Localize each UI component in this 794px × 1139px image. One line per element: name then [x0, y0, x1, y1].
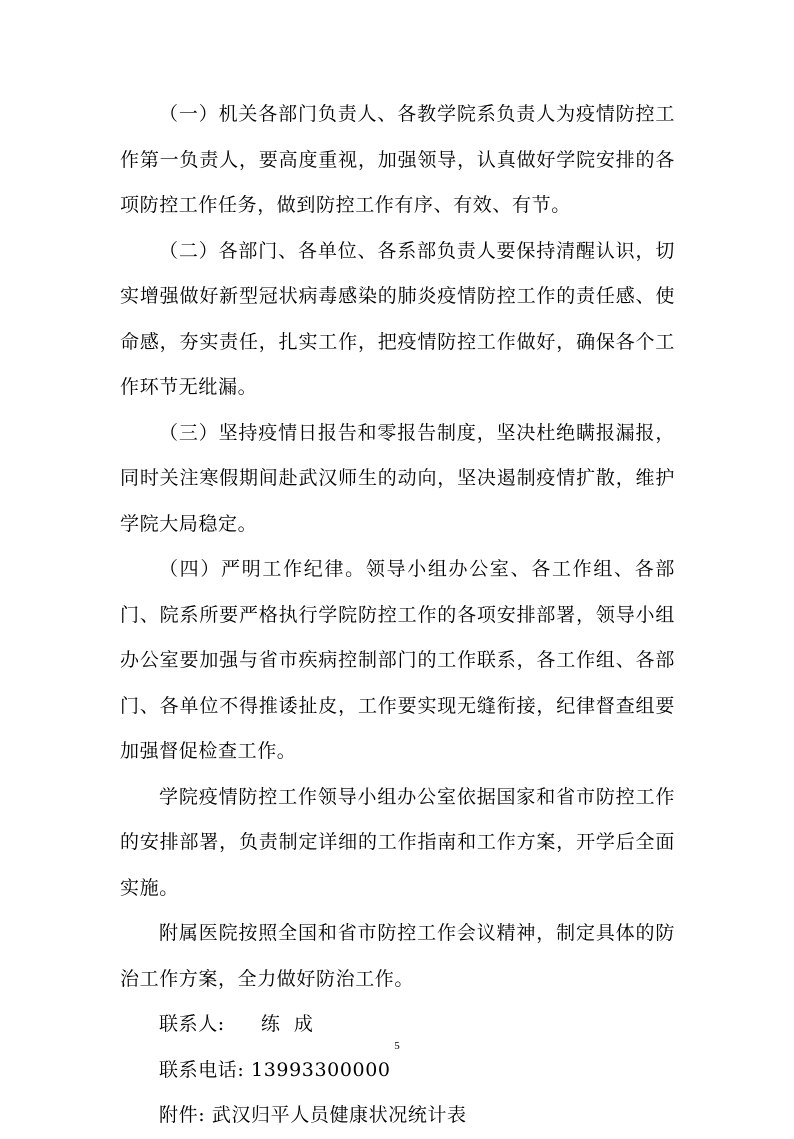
contact-phone-line: [120, 1048, 675, 1094]
attachment-label: 附件:: [159, 1104, 206, 1126]
paragraph-2: （二）各部门、各单位、各系部负责人要保持清醒认识，切实增强做好新型冠状病毒感染的肺炎疫情防控工作的责任感、使命感，夯实责任，扎实工作，把疫情防控工作做好，确保各个工作环节无纰漏。: [120, 239, 675, 398]
paragraph-4: （四）严明工作纪律。领导小组办公室、各工作组、各部门、院系所要严格执行学院防控工作的各项安排部署，领导小组办公室要加强与省市疾病控制部门的工作联系，各工作组、各部门、各单位不得推诿扯皮，工作要实现无缝衔接，纪律督查组要加强督促检查工作。: [120, 558, 675, 762]
attachment-title: 武汉归平人员健康状况统计表: [211, 1104, 467, 1126]
contact-person-name: 练成: [260, 1013, 327, 1035]
document-body: [120, 92, 675, 1139]
contact-person-label: 联系人:: [159, 1013, 225, 1035]
contact-phone-label: 联系电话:: [159, 1058, 245, 1081]
paragraph-6: 附属医院按照全国和省市防控工作会议精神，制定具体的防治工作方案，全力做好防治工作。: [120, 922, 675, 990]
paragraph-5: 学院疫情防控工作领导小组办公室依据国家和省市防控工作的安排部署，负责制定详细的工作指南和工作方案，开学后全面实施。: [120, 785, 675, 899]
contact-phone-number: 13993300000: [251, 1058, 391, 1081]
page-number: 5: [394, 1040, 400, 1052]
paragraph-3: （三）坚持疫情日报告和零报告制度，坚决杜绝瞒报漏报，同时关注寒假期间赴武汉师生的动向，坚决遏制疫情扩散，维护学院大局稳定。: [120, 421, 675, 535]
attachment-line: [120, 1093, 675, 1139]
paragraph-1: （一）机关各部门负责人、各教学院系负责人为疫情防控工作第一负责人，要高度重视，加强领导，认真做好学院安排的各项防控工作任务，做到防控工作有序、有效、有节。: [120, 103, 675, 216]
